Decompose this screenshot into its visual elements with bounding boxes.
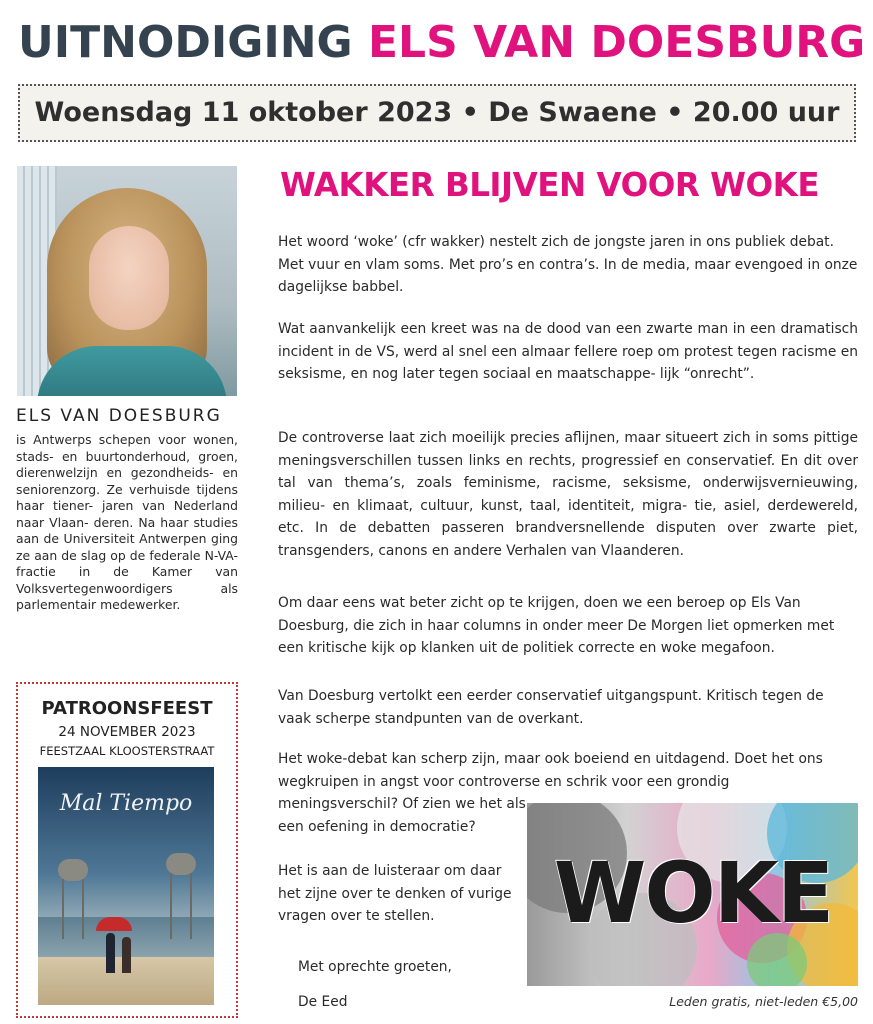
article-paragraph-4: Om daar eens wat beter zicht op te krijgen, doen we een beroep op Els Van Doesburg, die zich in haar columns in onder meer De Morgen liet opmerken met een kritische kijk op klanken uit de politiek correcte en woke megafoon. bbox=[278, 595, 835, 657]
invitation-title bbox=[18, 8, 866, 78]
article-paragraph-2: Wat aanvankelijk een kreet was na de dood van een zwarte man in een dramatisch incident in de VS, werd al snel een almaar fellere roep om protest tegen racisme en seksisme, en nog later tegen sociaal en maatschappe- lijk “onrecht”. bbox=[278, 321, 858, 383]
article-heading: WAKKER BLIJVEN VOOR WOKE bbox=[280, 166, 820, 204]
film-title: Mal Tiempo bbox=[59, 791, 193, 816]
article-paragraph-7: meningsverschil? Of zien we het als een oefening in democratie? bbox=[278, 796, 526, 835]
article-paragraph-1: Het woord ‘woke’ (cfr wakker) nestelt zich de jongste jaren in ons publiek debat. Met vuur en vlam soms. Met pro’s en contra’s. In de media, maar evengoed in onze dagelijkse babbel. bbox=[278, 234, 858, 296]
title-invitation-word: UITNODIGING bbox=[18, 17, 353, 68]
speaker-bio: is Antwerps schepen voor wonen, stads- en buurtonderhoud, groen, dierenwelzijn en gezondheids- en seniorenzorg. Ze verhuisde tijdens haar tiener- jaren van Nederland naar Vlaan- deren. Na haar studies aan de Universiteit Antwerpen ging ze aan de slag op de federale N-VA-fractie in de Kamer van Volksvertegenwoordigers als parlementair medewerker. bbox=[16, 432, 238, 612]
article-paragraph-5: Van Doesburg vertolkt een eerder conservatief uitgangspunt. Kritisch tegen de vaak scherpe standpunten van de overkant. bbox=[278, 688, 824, 727]
poster-date: 24 NOVEMBER 2023 bbox=[58, 724, 196, 740]
closing-greeting: Met oprechte groeten, bbox=[298, 959, 452, 975]
woke-word: WOKE bbox=[553, 844, 833, 942]
poster-title: PATROONSFEEST bbox=[41, 698, 213, 719]
patroonsfeest-box bbox=[16, 682, 238, 1018]
woke-illustration bbox=[527, 803, 858, 986]
article-paragraph-3: De controverse laat zich moeilijk precies aflijnen, maar situeert zich in soms pittige meningsverschillen tussen links en rechts, progressief en conservatief. En dit over tal van thema’s, zoals feminisme, racisme, seksisme, onderwijsvernieuwing, milieu- en klimaat, cultuur, kunst, taal, identiteit, migra- tie, asiel, derdewereld, etc. In de debatten passeren brandversnellende disputen over zwarte piet, transgenders, canons en andere Verhalen van Vlaanderen. bbox=[278, 430, 858, 559]
poster-venue: FEESTZAAL KLOOSTERSTRAAT bbox=[39, 744, 215, 758]
film-poster-image bbox=[38, 767, 214, 1005]
title-speaker-name: ELS VAN DOESBURG bbox=[368, 17, 866, 68]
signature: De Eed bbox=[298, 994, 348, 1010]
event-details-banner: Woensdag 11 oktober 2023 • De Swaene • 20.00 uur bbox=[18, 84, 856, 142]
price-note: Leden gratis, niet-leden €5,00 bbox=[669, 994, 858, 1009]
speaker-name: ELS VAN DOESBURG bbox=[16, 406, 222, 426]
article-paragraph-8: Het is aan de luisteraar om daar het zijne over te denken of vurige vragen over te stellen. bbox=[278, 863, 512, 925]
speaker-portrait bbox=[17, 166, 237, 396]
article-paragraph-6: Het woke-debat kan scherp zijn, maar ook boeiend en uitdagend. Doet het ons wegkruipen in angst voor controverse en schrik voor een grondig bbox=[278, 751, 823, 790]
